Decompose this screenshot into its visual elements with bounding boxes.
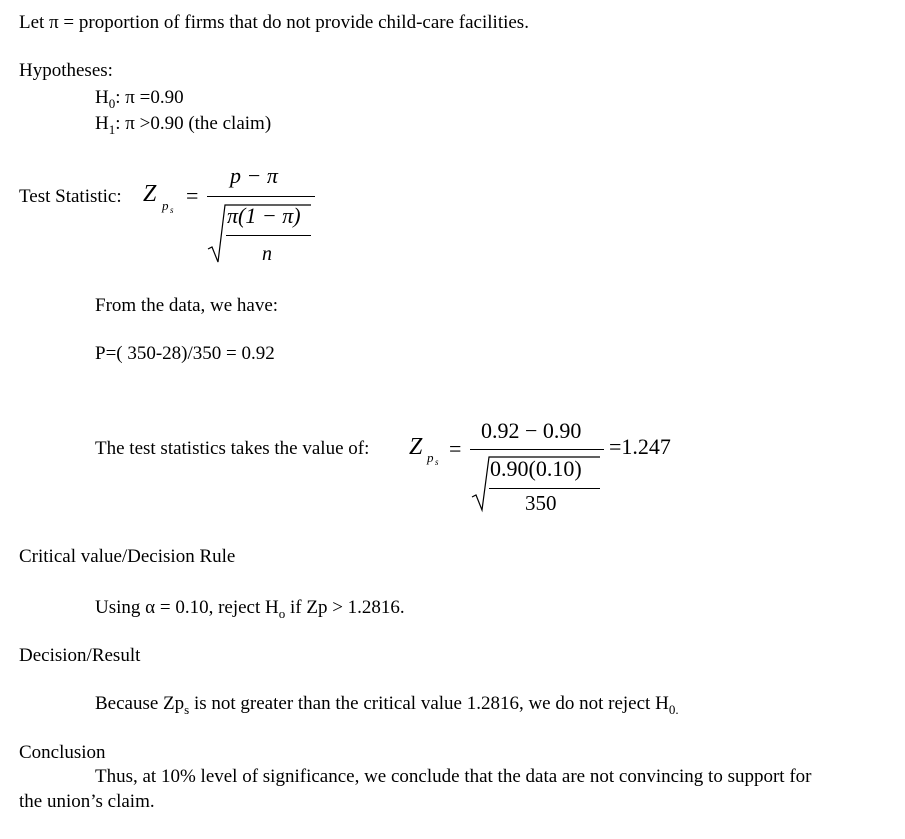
computed-inner-numerator: 0.90(0.10) — [490, 456, 582, 481]
computed-z-subscript: p — [427, 450, 434, 465]
decision-rule-prefix: Using α = 0.10, reject H — [95, 597, 279, 618]
decision-text — [95, 693, 679, 717]
z-subsubscript: s — [170, 205, 174, 215]
h1-sub: 1 — [108, 122, 116, 137]
h1-colon: : — [115, 113, 126, 134]
data-intro: From the data, we have: — [95, 295, 279, 316]
z-symbol: Z — [143, 181, 157, 207]
formula-inner-numerator: π(1 − π) — [227, 203, 301, 228]
computed-inner-denominator: 350 — [525, 491, 557, 515]
computed-z-subsubscript: s — [435, 457, 439, 467]
conclusion-heading: Conclusion — [19, 742, 106, 763]
test-statistic-label: Test Statistic: — [19, 186, 122, 207]
h1-value: >0.90 (the claim) — [134, 113, 272, 134]
computed-result: =1.247 — [609, 434, 671, 459]
equals-sign: = — [186, 183, 199, 208]
decision-text-a: Because Zp — [95, 693, 185, 714]
h0-value: =0.90 — [134, 87, 184, 108]
h0-colon: : — [115, 87, 126, 108]
hypotheses-heading: Hypotheses: — [19, 60, 113, 81]
decision-rule-suffix: if Zp > 1.2816. — [285, 597, 405, 618]
definition-prefix: Let — [19, 12, 50, 33]
computed-numerator: 0.92 − 0.90 — [481, 418, 582, 443]
computed-label: The test statistics takes the value of: — [95, 438, 370, 459]
formula-inner-denominator: n — [262, 243, 272, 265]
conclusion-line-1: Thus, at 10% level of significance, we conclude that the data are not convincing to support for — [95, 766, 812, 787]
decision-text-b: is not greater than the critical value 1.2816, we do not reject H — [189, 693, 669, 714]
computed-equals-sign: = — [449, 436, 462, 461]
h0-sub: 0 — [108, 96, 116, 111]
z-subscript: p — [162, 198, 169, 213]
pi-symbol: π — [49, 12, 59, 33]
critical-heading: Critical value/Decision Rule — [19, 546, 236, 567]
formula-radical-sign — [208, 205, 311, 265]
h1-pi: π — [125, 113, 135, 134]
h0-pi: π — [125, 87, 135, 108]
computed-radical-sign — [472, 457, 600, 510]
decision-text-sub: s — [184, 702, 190, 717]
decision-heading: Decision/Result — [19, 645, 141, 666]
conclusion-line-2: the union’s claim. — [19, 791, 155, 812]
formula-numerator: p − π — [230, 163, 278, 188]
decision-text-sub2: 0. — [668, 702, 679, 717]
h1-label: H — [95, 113, 109, 134]
p-calculation: P=( 350-28)/350 = 0.92 — [95, 343, 275, 364]
definition-text: = proportion of firms that do not provide child-care facilities. — [58, 12, 529, 33]
decision-rule — [95, 597, 405, 621]
h0-label: H — [95, 87, 109, 108]
computed-z-symbol: Z — [409, 434, 423, 460]
decision-rule-sub: o — [278, 606, 286, 621]
